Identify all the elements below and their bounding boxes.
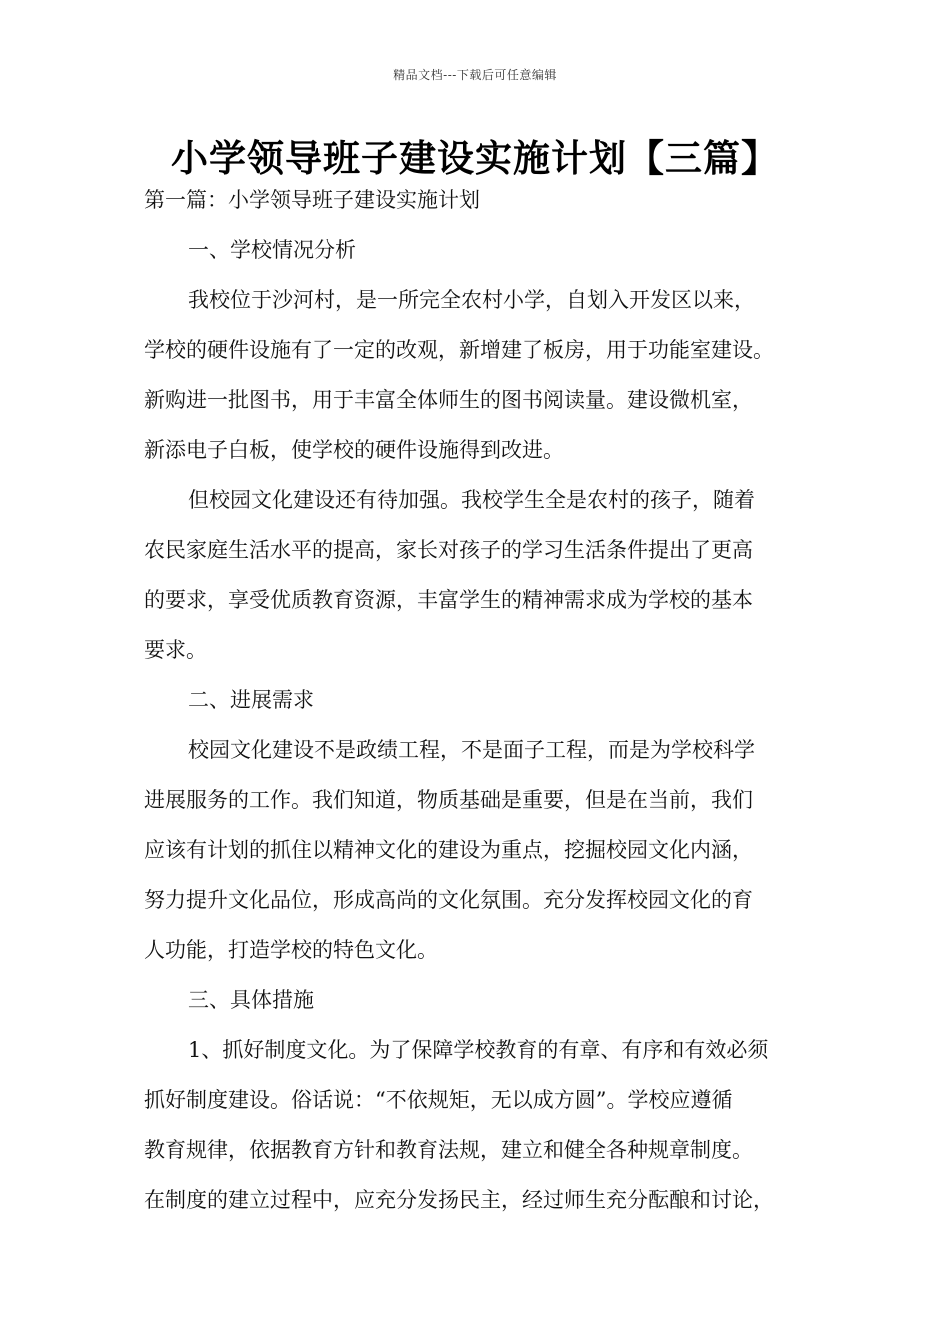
paragraph-line: 我校位于沙河村，是一所完全农村小学，自划入开发区以来， (188, 288, 755, 312)
paragraph-line: 学校的硬件设施有了一定的改观，新增建了板房，用于功能室建设。 (144, 338, 774, 362)
section-heading-3: 三、具体措施 (188, 988, 314, 1012)
paragraph-line: 抓好制度建设。俗话说：“不依规矩，无以成方圆”。学校应遵循 (144, 1088, 733, 1112)
paragraph-line: 努力提升文化品位，形成高尚的文化氛围。充分发挥校园文化的育 (144, 888, 753, 912)
paragraph-line: 但校园文化建设还有待加强。我校学生全是农村的孩子，随着 (188, 488, 755, 512)
header-note: 精品文档---下载后可任意编辑 (393, 68, 557, 82)
paragraph-line: 新添电子白板，使学校的硬件设施得到改进。 (144, 438, 564, 462)
paragraph-line: 农民家庭生活水平的提高，家长对孩子的学习生活条件提出了更高 (144, 538, 753, 562)
paragraph-line: 校园文化建设不是政绩工程，不是面子工程，而是为学校科学 (188, 738, 755, 762)
paragraph-line: 人功能，打造学校的特色文化。 (144, 938, 438, 962)
paragraph-line: 要求。 (144, 638, 207, 662)
section-heading-part-one: 第一篇：小学领导班子建设实施计划 (144, 188, 480, 212)
paragraph-line: 1、抓好制度文化。为了保障学校教育的有章、有序和有效必须 (188, 1038, 769, 1062)
paragraph-line: 新购进一批图书，用于丰富全体师生的图书阅读量。建设微机室， (144, 388, 753, 412)
section-heading-1: 一、学校情况分析 (188, 238, 356, 262)
section-heading-2: 二、进展需求 (188, 688, 314, 712)
document-title: 小学领导班子建设实施计划【三篇】 (171, 136, 779, 180)
paragraph-line: 在制度的建立过程中，应充分发扬民主，经过师生充分酝酿和讨论， (144, 1188, 774, 1212)
paragraph-line: 教育规律，依据教育方针和教育法规，建立和健全各种规章制度。 (144, 1138, 753, 1162)
paragraph-line: 应该有计划的抓住以精神文化的建设为重点，挖掘校园文化内涵， (144, 838, 753, 862)
paragraph-line: 的要求，享受优质教育资源，丰富学生的精神需求成为学校的基本 (144, 588, 753, 612)
paragraph-line: 进展服务的工作。我们知道，物质基础是重要，但是在当前，我们 (144, 788, 753, 812)
document-body (144, 182, 834, 1232)
